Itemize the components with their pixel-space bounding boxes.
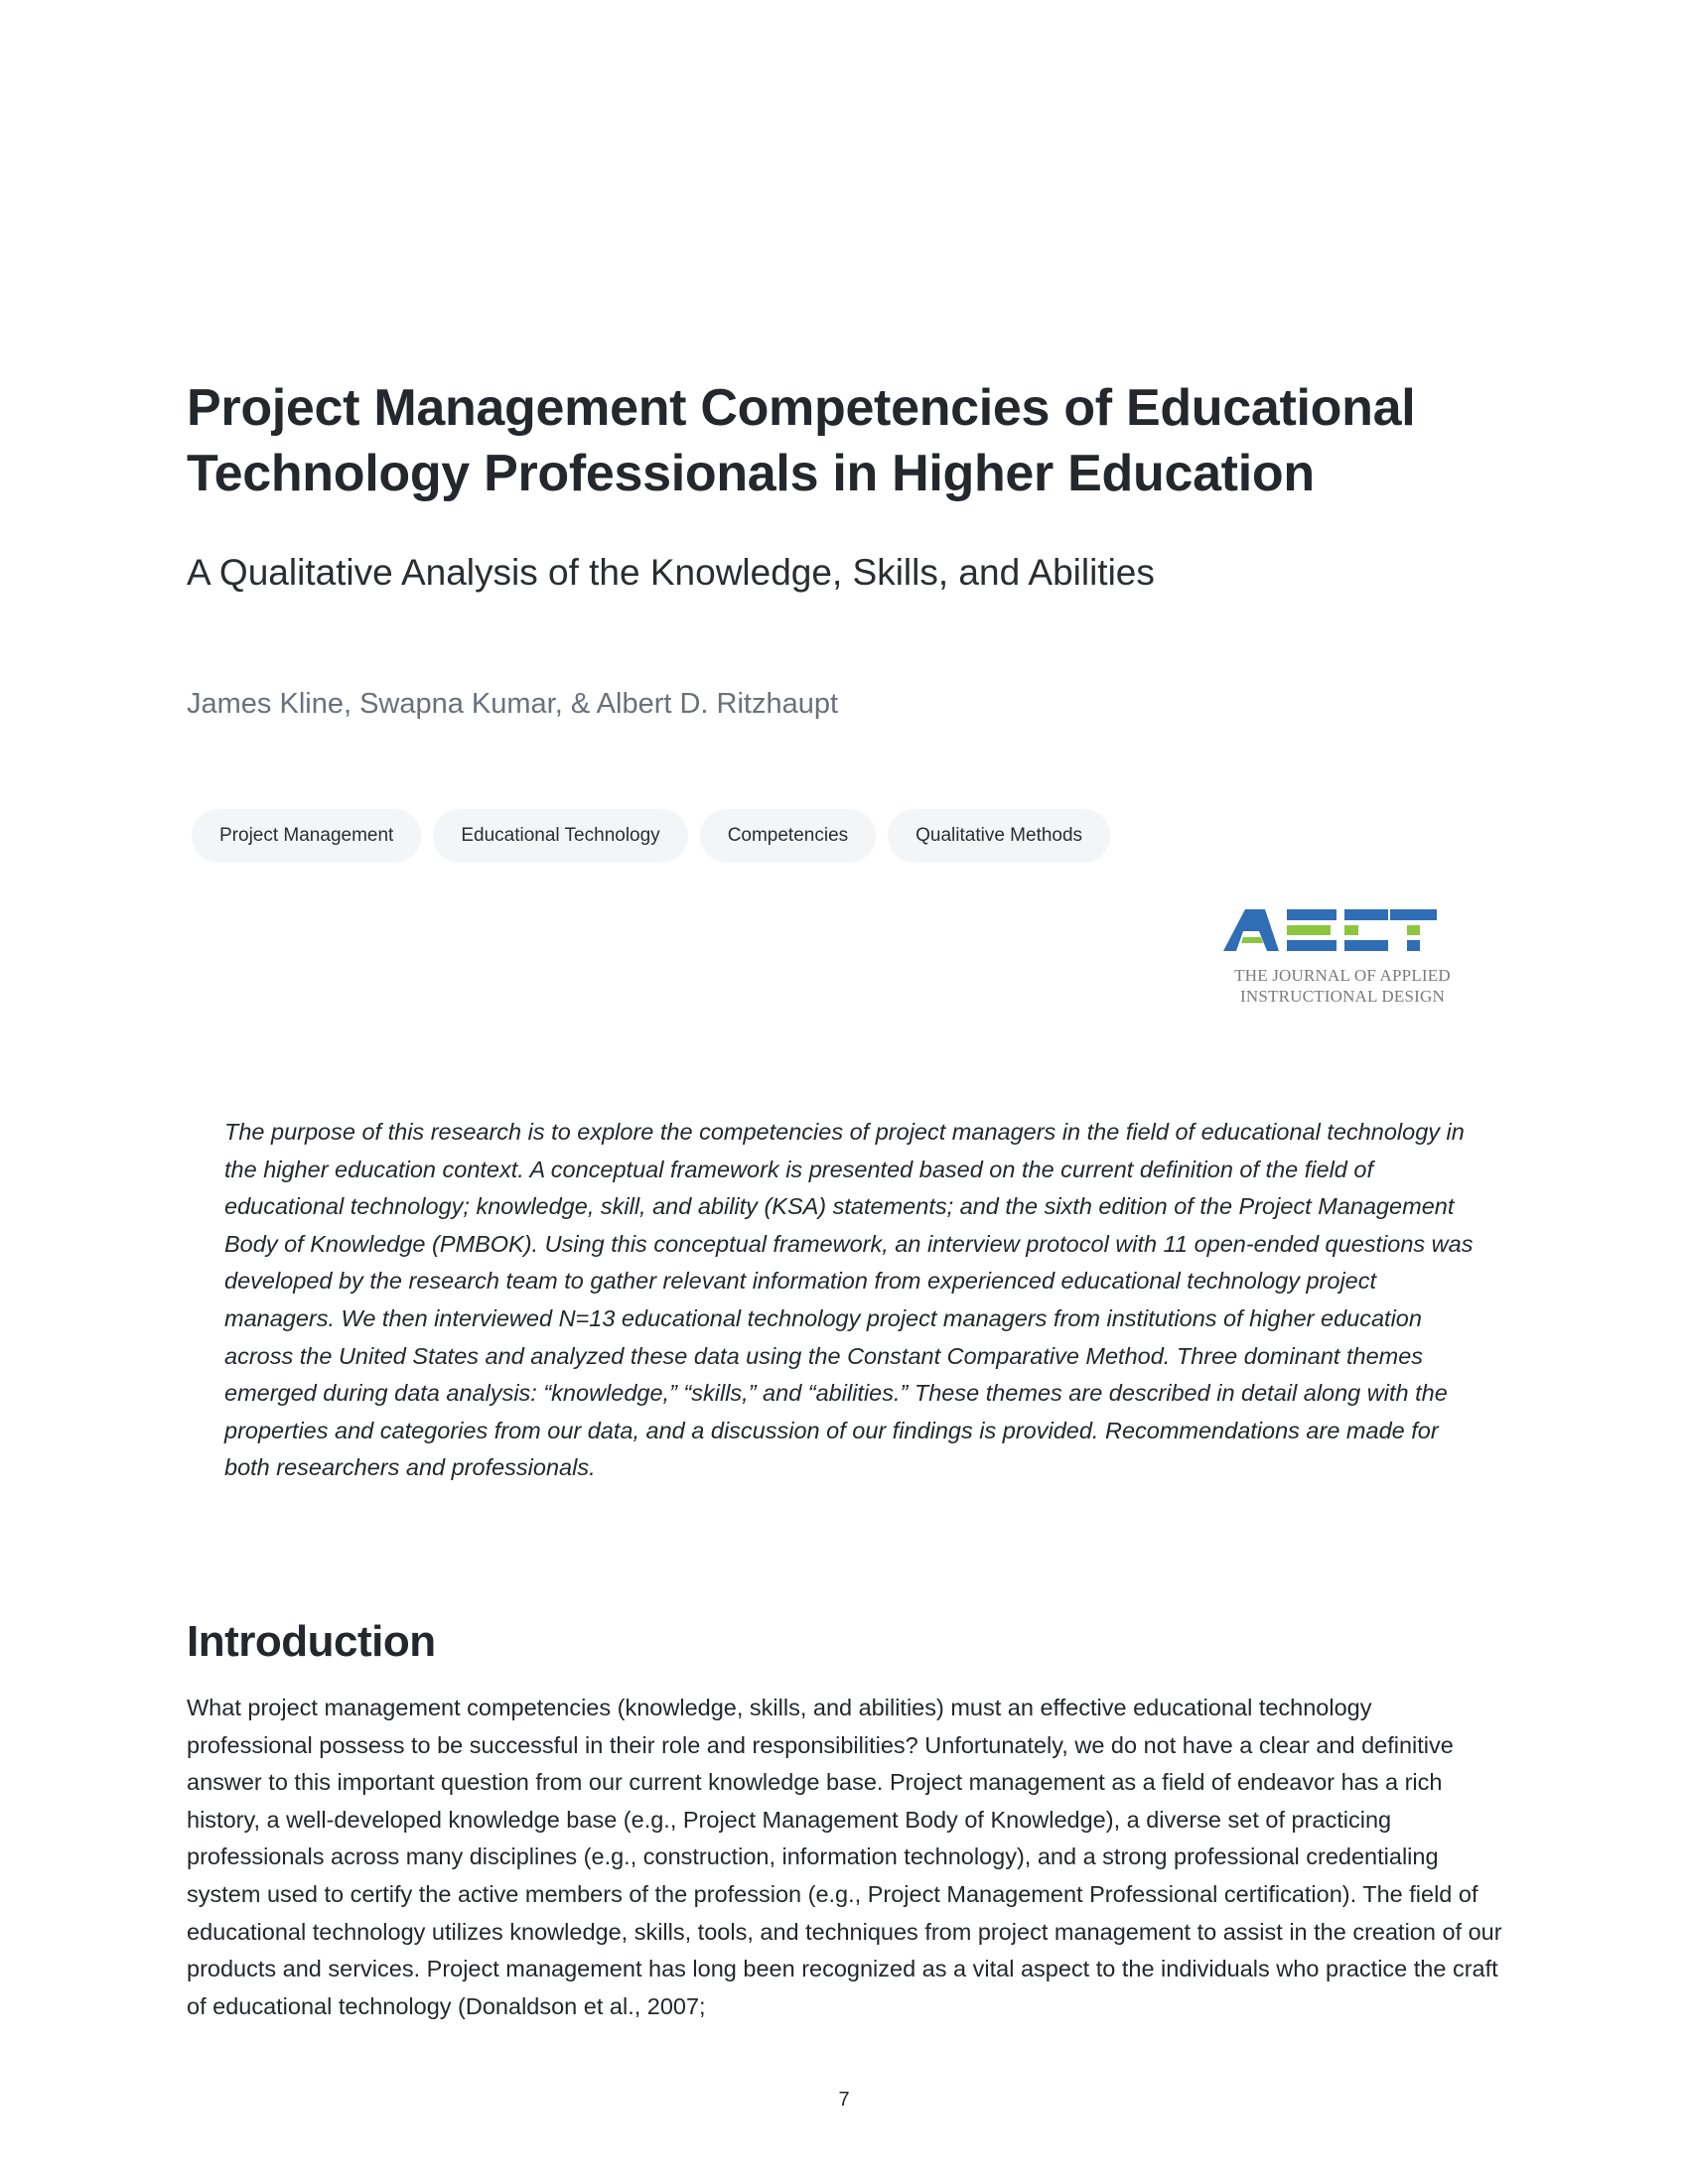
keyword-chip[interactable]: Qualitative Methods xyxy=(888,809,1110,863)
journal-name-line: THE JOURNAL OF APPLIED xyxy=(1234,966,1451,985)
journal-logo xyxy=(1213,903,1472,1013)
page-number: 7 xyxy=(838,2089,850,2111)
journal-name-line: INSTRUCTIONAL DESIGN xyxy=(1240,987,1445,1006)
keyword-chip[interactable]: Project Management xyxy=(192,809,421,863)
introduction-paragraph: What project management competencies (knowledge, skills, and abilities) must an effective educational technology professional possess to be successful in their role and responsibilities? Unfortunately, we do not have a clear and definitive answer to this important question from our current knowledge base. Project management as a field of endeavor has a rich history, a well-developed knowledge base (e.g., Project Management Body of Knowledge), a diverse set of practicing professionals across many disciplines (e.g., construction, information technology), and a strong professional credentialing system used to certify the active members of the profession (e.g., Project Management Professional certification). The field of educational technology utilizes knowledge, skills, tools, and techniques from project management to assist in the creation of our products and services. Project management has long been recognized as a vital aspect to the individuals who practice the craft of educational technology (Donaldson et al., 2007; xyxy=(187,1695,1502,2019)
article-title: Project Management Competencies of Educational Technology Professionals in Higher Education xyxy=(187,379,1416,502)
author-list: James Kline, Swapna Kumar, & Albert D. Ritzhaupt xyxy=(187,688,839,720)
keyword-chip[interactable]: Competencies xyxy=(700,809,876,863)
introduction-heading: Introduction xyxy=(187,1617,436,1666)
aect-logo-icon xyxy=(1223,907,1437,953)
keyword-list xyxy=(192,809,1110,863)
abstract-text: The purpose of this research is to explore the competencies of project managers in the field of educational technology in the higher education context. A conceptual framework is presented based on the current definition of the field of educational technology; knowledge, skill, and ability (KSA) statements; and the sixth edition of the Project Management Body of Knowledge (PMBOK). Using this conceptual framework, an interview protocol with 11 open-ended questions was developed by the research team to gather relevant information from experienced educational technology project managers. We then interviewed N=13 educational technology project managers from institutions of higher education across the United States and analyzed these data using the Constant Comparative Method. Three dominant themes emerged during data analysis: “knowledge,” “skills,” and “abilities.” These themes are described in detail along with the properties and categories from our data, and a discussion of our findings is provided. Recommendations are made for both researchers and professionals. xyxy=(224,1119,1474,1481)
journal-name xyxy=(1213,965,1472,1007)
keyword-chip[interactable]: Educational Technology xyxy=(433,809,687,863)
article-subtitle: A Qualitative Analysis of the Knowledge, Skills, and Abilities xyxy=(187,552,1155,593)
